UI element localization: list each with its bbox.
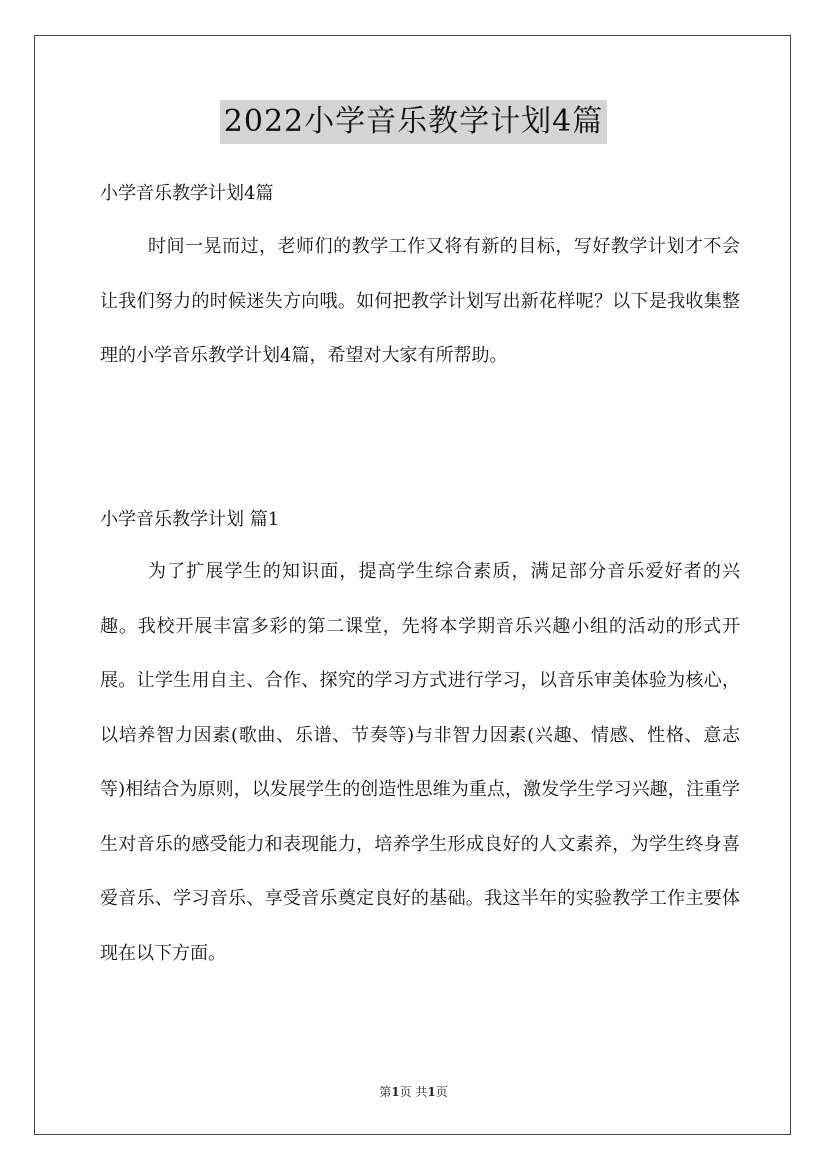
footer-prefix: 第 xyxy=(379,1085,392,1099)
section-paragraph: 为了扩展学生的知识面，提高学生综合素质，满足部分音乐爱好者的兴趣。我校开展丰富多彩的第二课堂，先将本学期音乐兴趣小组的活动的形式开展。让学生用自主、合作、探究的学习方式进行学习，以音乐审美体验为核心，以培养智力因素(歌曲、乐谱、节奏等)与非智力因素(兴趣、情感、性格、意志等)相结合为原则，以发展学生的创造性思维为重点，激发学生学习兴趣，注重学生对音乐的感受能力和表现能力，培养学生形成良好的人文素养，为学生终身喜爱音乐、学习音乐、享受音乐奠定良好的基础。我这半年的实验教学工作主要体现在以下方面。 xyxy=(100,561,740,964)
footer-page-number: 1 xyxy=(391,1085,400,1099)
page-footer xyxy=(0,1082,827,1102)
footer-mid: 页 共 xyxy=(399,1085,428,1099)
document-subtitle: 小学音乐教学计划4篇 xyxy=(100,183,274,204)
title-container xyxy=(0,100,827,144)
footer-suffix: 页 xyxy=(435,1085,448,1099)
footer-page-total: 1 xyxy=(427,1085,436,1099)
section-heading: 小学音乐教学计划 篇1 xyxy=(100,509,280,530)
intro-paragraph: 时间一晃而过，老师们的教学工作又将有新的目标，写好教学计划才不会让我们努力的时候迷失方向哦。如何把教学计划写出新花样呢？以下是我收集整理的小学音乐教学计划4篇，希望对大家有所帮助。 xyxy=(100,236,740,366)
document-title: 2022小学音乐教学计划4篇 xyxy=(220,100,607,144)
